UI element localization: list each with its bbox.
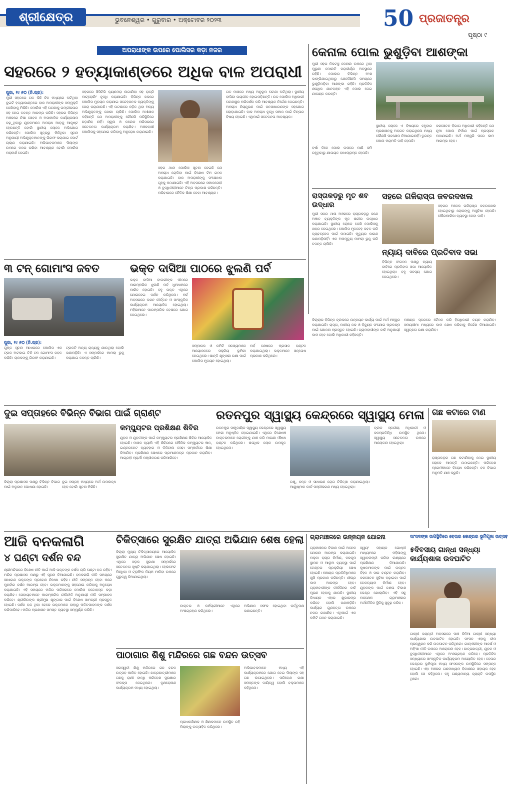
lead-body-col-4: ଗତ ମାସରେ ମଧ୍ୟ ଅନୁରୂପ ଘଟଣା ଘଟିଥିଲା। ସ୍ଥାନୀୟ ବାସିନ୍ଦା ଭୟଭୀତ ହୋଇପଡ଼ିଛନ୍ତି। ଉଚ୍ଚ ପୋଲିସ ଅଧିକାରୀ ଘଟଣାସ୍ଥଳ ପରିଦର୍ଶନ କରି ଆବଶ୍ୟକ ନିର୍ଦ୍ଦେଶ ଦେଇଛନ୍ତି। ଅପରାଧ ନିୟନ୍ତ୍ରଣ ପାଇଁ ଜନସାଧାରଣଙ୍କ ସହଯୋଗ ଲୋଡ଼ାଯାଇଛି। ବାଳ ଅପରାଧ ବୃଦ୍ଧି ସମାଜ ପାଇଁ ଚିନ୍ତାର ବିଷୟ ହୋଇଛି। ଏଥିପାଇଁ ସଚେତନତା ଆବଶ୍ୟକ।: [226, 90, 304, 119]
cattle-seizure-photo: [4, 278, 124, 336]
gandhi-body: ଗାନ୍ଧୀ ଜୟନ୍ତୀ ଅବସରରେ ପାଞ୍ଚ ଦିନିଆ ଗାନ୍ଧୀ ସନ୍ଧ୍ୟା କାର୍ଯ୍ୟଶାଳା ଉଦଘାଟିତ ହୋଇଛି। ସାଂସଦ ଏହାକୁ ଦୀପ ପ୍ରଜ୍ୱଳନ କରି ଉଦଘାଟନ କରିଥିଲେ। ଗାନ୍ଧୀଜୀଙ୍କ ଆଦର୍ଶ ଓ ଅହିଂସା ନୀତି ଉପରେ ଆଲୋଚନା ହେବ। ଛାତ୍ରଛାତ୍ରୀ, ଯୁବକ ଓ ବୁଦ୍ଧିଜୀବୀମାନେ ଏଥିରେ ଅଂଶଗ୍ରହଣ କରିବେ। ପ୍ରତିଦିନ ସନ୍ଧ୍ୟାରେ ସାଂସ୍କୃତିକ କାର୍ଯ୍ୟକ୍ରମ ଆୟୋଜିତ ହେବ। ବେତାର କେନ୍ଦ୍ରର ଭୂମିପୂଜା ମଧ୍ୟ ସାଂସଦଙ୍କ ଉପସ୍ଥିତିରେ ସମ୍ପନ୍ନ ହୋଇଛି। ଏହା ଅଞ୍ଚଳର ଗଣମାଧ୍ୟମ ବିକାଶରେ ସହାୟକ ହେବ ବୋଲି ସେ କହିଥିଲେ। ବହୁ ଗଣ୍ୟମାନ୍ୟ ବ୍ୟକ୍ତି ଉପସ୍ଥିତ ଥିଲେ।: [410, 632, 496, 681]
bhakta-body-col-2: ସମ୍ପାଦକ ଓ କମିଟି ସଦସ୍ୟମାନେ ଆୟୋଜନରେ ସକ୍ରିୟ ଭୂମିକା ନେଇଥିଲେ। ଶାନ୍ତି ଶୃଙ୍ଖଳା ରକ୍ଷା ପାଇଁ ପୋଲିସ ମୁତୟନ ହୋଇଥିଲା।: [192, 344, 246, 363]
road-headline: ରାସ୍ତାକଡ଼ରୁ ମୃତ ଶବ ଉଦ୍ଧାର: [312, 192, 369, 209]
village-headline: ଗ୍ରାମାଞ୍ଚଳରେ ଉନ୍ନୟନ ଯୋଜନା: [310, 534, 386, 541]
village-body-col-2: ପଞ୍ଚାୟତ ସ୍ତରରେ ବୈଠକ କରି ହିତାଧିକାରୀ ଚୟନ କରାଯିବ। ସମୟସୀମା ମଧ୍ୟରେ କାମ ଶେଷ କରିବାକୁ ନିର୍ଦ୍ଦେଶ ଦିଆଯାଇଛି। ସ୍ୱଚ୍ଛତା ରକ୍ଷା କରାଯିବ।: [404, 318, 496, 332]
canal-bridge-photo: [376, 62, 494, 120]
page-number: ପୃଷ୍ଠା ୯: [468, 32, 488, 39]
tuesday-body-col-1: ଜିଲ୍ଲା ପ୍ରଶାସନ ପକ୍ଷରୁ ବିଭିନ୍ନ ବିଭାଗ ପାଇଁ ଅନୁଦାନ ଘୋଷଣା ହୋଇଛି।: [4, 480, 60, 489]
lane-photo: [382, 204, 434, 244]
school-body-col-2: ପ୍ରଧାନଶିକ୍ଷକ ଓ ଶିକ୍ଷକମାନେ ଉପସ୍ଥିତ ରହି ପିଲାଙ୍କୁ ଉତ୍ସାହିତ କରିଥିଲେ।: [180, 720, 240, 729]
section-title: ଶ୍ରୀକ୍ଷେତ୍ର: [6, 8, 86, 26]
masthead: [0, 0, 500, 39]
cattle-body-col-1: ଗୁପ୍ତ ସୂଚନା ଆଧାରରେ ପୋଲିସ ଏକ ଟ୍ରକ ଅଟକାଇ ତିନି ଟନ ଗୋମାଂସ ଜବତ କରିଛି। ଚାଳକଙ୍କୁ ଗିରଫ କରାଯାଇଛି।: [4, 346, 62, 360]
canal-body-col-3: ଜଳସେଚନ ବିଭାଗ ଅଧିକାରୀ କହିଛନ୍ତି ଯେ ନୂଆ ପୋଲ ନିର୍ମାଣ ପାଇଁ ପ୍ରସ୍ତାବ ପଠାଯାଇଛି। ଅର୍ଥ ମଞ୍ଜୁରି ପରେ କାମ ଆରମ୍ଭ ହେବ।: [436, 124, 494, 143]
lead-body-col-2: ସହରରେ ସିସିଟିଭି କ୍ୟାମେରା ଲଗାଯିବା ସହ ରାତ୍ରି ପାଟ୍ରୋଲିଂ ବୃଦ୍ଧି କରାଯାଇଛି। ବିଭିନ୍ନ ଛକରେ ପୋଲିସ ମୁତୟନ କରାଯାଇ ସନ୍ଦେହଜନକ ବ୍ୟକ୍ତିଙ୍କୁ ଜେରା କରାଯାଉଛି। ଏହି ଘଟଣାରେ ଜଡ଼ିତ ଥିବା ଅନ୍ୟ ଅଭିଯୁକ୍ତଙ୍କୁ ଖୋଜା ଚାଲିଛି। ପୋଲିସ ଅଧୀକ୍ଷକ କହିଛନ୍ତି ଯେ ଅପରାଧୀଙ୍କୁ କୌଣସି ପରିସ୍ଥିତିରେ ଛଡ଼ାଯିବ ନାହିଁ। ସ୍କୁଲ ଓ କଲେଜ ପରିସରରେ ସଚେତନତା କାର୍ଯ୍ୟକ୍ରମ କରାଯିବ। ଅଞ୍ଚଳବାସୀ ପୋଲିସକୁ ସହଯୋଗ କରିବାକୁ ଅନୁରୋଧ କରାଯାଇଛି।: [82, 90, 154, 134]
health-camp-photo: [290, 426, 370, 476]
lead-byline: ପୁରୀ, ୧୯।୧୦ (ନି.ପ୍ର):: [6, 90, 44, 95]
date-line: ଭୁବନେଶ୍ୱର • ଗୁରୁବାର • ଅକ୍ଟୋବର ୨୦୨୩: [115, 17, 222, 24]
jhulan-festival-photo: [192, 278, 304, 340]
protest-photo: [436, 260, 496, 314]
hospital-body-col-1: ଜିଲ୍ଲା ମୁଖ୍ୟ ଚିକିତ୍ସାଳୟରେ ଆୟୋଜିତ ସୁରକ୍ଷିତ ଯାତ୍ରା ଅଭିଯାନ ଶେଷ ହୋଇଛି। ଏଥିରେ ସଡ଼କ ସୁରକ୍ଷା ସମ୍ପର୍କରେ ସଚେତନତା ସୃଷ୍ଟି କରାଯାଇଥିଲା। ହେଲମେଟ ପିନ୍ଧିବା ଓ ଟ୍ରାଫିକ ନିୟମ ମାନିବା ଉପରେ ଗୁରୁତ୍ୱ ଦିଆଯାଇଥିଲା।: [116, 550, 176, 579]
today-body: ଶ୍ରୀମନ୍ଦିରରେ ବିଶେଷ ନୀତି ପାଇଁ ଆଜି ଭକ୍ତଙ୍କ ଦର୍ଶନ ଚାରି ଘଣ୍ଟା ବନ୍ଦ ରହିବ। ମନ୍ଦିର ପ୍ରଶାସନ ପକ୍ଷରୁ ଏହି ସୂଚନା ଦିଆଯାଇଛି। ବନକଳାଗି ନୀତି ସମୟରେ ସାଧାରଣ ଭକ୍ତଙ୍କ ପ୍ରବେଶ ନିଷେଧ ରହିବ। ନୀତି ସମ୍ପନ୍ନ ହେବା ପରେ ପୁନର୍ବାର ଦର୍ଶନ ଆରମ୍ଭ ହେବ। ଭକ୍ତମାନଙ୍କୁ ସହଯୋଗ କରିବାକୁ ଅନୁରୋଧ କରାଯାଇଛି। ଏହି ସମୟରେ ମନ୍ଦିର ପରିସରରେ ପୋଲିସ ବନ୍ଦୋବସ୍ତ କଡ଼ା କରାଯିବ। ସେବାୟତମାନେ ପାରମ୍ପରିକ ରୀତିନୀତି ଅନୁଯାୟୀ ନୀତି ସମ୍ପାଦନ କରିବେ। ଶ୍ରୀଜିଉଙ୍କ ଶ୍ରୀମୁଖ ଶୃଙ୍ଗାର ପାଇଁ ବିଶେଷ ସାମଗ୍ରୀ ପ୍ରସ୍ତୁତ ହୋଇଛି। ଦର୍ଶନ ବନ୍ଦ ଥିବା ବେଳେ ଭକ୍ତମାନେ ବାହାରୁ ପତିତପାବନଙ୍କ ଦର୍ଶନ କରିପାରିବେ। ମନ୍ଦିର ପ୍ରଶାସନ ସମସ୍ତ ବ୍ୟବସ୍ଥା ସମ୍ପୂର୍ଣ୍ଣ କରିଛି।: [4, 568, 112, 612]
cattle-byline: ପୁରୀ, ୧୯।୧୦ (ନି.ପ୍ର):: [4, 340, 42, 345]
cattle-headline: ୩ ଟନ୍ ଗୋମାଂସ ଜବତ: [4, 262, 100, 275]
health-headline: ରତନପୁର ସ୍ୱାସ୍ଥ୍ୟ କେନ୍ଦ୍ରରେ ସ୍ୱାସ୍ଥ୍ୟ ମେଳା: [216, 408, 425, 422]
village-bottom-col-1: ଗ୍ରାମାଞ୍ଚଳର ବିକାଶ ପାଇଁ ଅନେକ ଯୋଜନା ଆରମ୍ଭ କରାଯାଇଛି। ପକ୍କା ରାସ୍ତା ନିର୍ମାଣ, ନଳକୂପ ସ୍ଥାପନ ଓ ଆଲୁଅ ବ୍ୟବସ୍ଥା ପାଇଁ ଟେଣ୍ଡର ପ୍ରକ୍ରିୟା ଶେଷ ହୋଇଛି। ପଞ୍ଚାୟତ ପ୍ରତିନିଧିମାନେ ଖୁସି ପ୍ରକାଶ କରିଛନ୍ତି। ଶୀଘ୍ର କାମ ଆରମ୍ଭ ହେବ। ଗ୍ରାମବାସୀଙ୍କ ଦୀର୍ଘଦିନର ଦାବି ପୂରଣ ହେବାକୁ ଯାଉଛି। ସ୍ଥାନୀୟ ବିଧାୟକ ଏହାର ଶୁଭାରମ୍ଭ କରିବେ ବୋଲି ଜଣାପଡ଼ିଛି। କାର୍ଯ୍ୟର ଗୁଣବତ୍ତା ଉପରେ ନଜର ରଖାଯିବ। ଏଥିପାଇଁ ଏକ କମିଟି ଗଠନ କରାଯାଇଛି।: [310, 546, 356, 620]
hospital-body-col-2: ଡାକ୍ତର ଓ କର୍ମଚାରୀମାନେ ଏଥିରେ ଅଂଶଗ୍ରହଣ କରିଥିଲେ।: [180, 604, 240, 613]
road-body: ପୁରୀ ସଦର ଥାନା ଅଞ୍ଚଳରେ ରାସ୍ତାକଡ଼ରୁ ଜଣେ ଅଜ୍ଞାତ ବ୍ୟକ୍ତିଙ୍କ ମୃତ ଶରୀର ଉଦ୍ଧାର କରାଯାଇଛି। ସ୍ଥାନୀୟ ଲୋକେ ଦେଖି ପୋଲିସକୁ ଖବର ଦେଇଥିଲେ। ପୋଲିସ ମୃତଦେହ ଜବତ କରି ବ୍ୟବଚ୍ଛେଦ ପାଇଁ ପଠାଇଛି। ମୃତ୍ୟୁର କାରଣ ଜଣାପଡ଼ିନାହିଁ। ଏକ ଅପମୃତ୍ୟୁ ମାମଲା ରୁଜୁ କରି ତଦନ୍ତ ଚାଲିଛି।: [312, 212, 378, 246]
canal-body-col-4: ବର୍ଷା ଦିନେ ପୋଲ ଉପରେ ପାଣି ଜମି ରହୁଥିବାରୁ ଯାତାୟତ ବାଧାପ୍ରାପ୍ତ ହେଉଛି।: [312, 146, 372, 155]
today-headline: ଆଜି ବନକଳାଗି: [4, 534, 85, 550]
logo-anniversary-number: 50: [383, 6, 414, 32]
logo-name: ପ୍ରଜାତନ୍ତ୍ର: [419, 12, 470, 25]
lane-headline: ସହରେ ଗଳିରାସ୍ତା ଜବରଦଖଲ: [382, 192, 473, 201]
village-bottom-col-2: ସ୍ୱୟଂ ସହାୟକ ଗୋଷ୍ଠୀ ମାଧ୍ୟମରେ ମହିଳାଙ୍କୁ ସ୍ୱାବଲମ୍ବୀ କରିବା ଲକ୍ଷ୍ୟରେ ପ୍ରଶିକ୍ଷଣ ଦିଆଯାଉଛି। କୃଷକମାନଙ୍କ ପାଇଁ ଉନ୍ନତ ବିହନ ଓ ସାର ବଣ୍ଟନ କରାଯିବ। ଜଳସେଚନ ସୁବିଧା ବଢ଼ାଇବା ପାଇଁ ଚେକଡ୍ୟାମ ନିର୍ମାଣ ହେବ। ଯୁବକଙ୍କ ପାଇଁ ଦକ୍ଷତା ବିକାଶ କେନ୍ଦ୍ର ଖୋଲାଯିବ। ଏହି ସବୁ ପଦକ୍ଷେପ ଗ୍ରାମାଞ୍ଚଳର ଅର୍ଥନୈତିକ ସ୍ଥିତିକୁ ସୁଦୃଢ଼ କରିବ।: [360, 546, 406, 605]
workshop-inauguration-photo: [410, 568, 496, 628]
gandhi-kicker: ସାଂସଦଙ୍କ ଉପସ୍ଥିତିରେ ବେତାର କେନ୍ଦ୍ରର ଭୂମିପୂଜା ଉତ୍ସବ: [410, 535, 508, 540]
canal-body-col-2: ସ୍ଥାନୀୟ ଲୋକେ ଏ ବିଷୟରେ ବହୁବାର ପ୍ରଶାସନକୁ ଅବଗତ କରାଇଥିଲେ ମଧ୍ୟ କୌଣସି ପଦକ୍ଷେପ ନିଆଯାଇନାହିଁ। ତୁରନ୍ତ ପୋଲ ମରାମତି ଦାବି ହେଉଛି।: [376, 124, 432, 143]
fire-body: ରାସ୍ତାକଡ଼ର ଗଛ କଟାଯିବାକୁ ନେଇ ସ୍ଥାନୀୟ ଲୋକେ ଆପତ୍ତି ଉଠାଇଛନ୍ତି। ପରିବେଶ ପ୍ରେମୀମାନେ ବିରୋଧ କରିଛନ୍ତି। ବନ ବିଭାଗ ଅନୁମତି ଯାଞ୍ଚ କରୁଛି।: [432, 456, 496, 475]
health-body-col-3: ବ୍ଲକ ସ୍ତରୀୟ ଅଧିକାରୀ ଓ ଜନପ୍ରତିନିଧି ଉପସ୍ଥିତ ଥିଲେ। ସ୍ୱାସ୍ଥ୍ୟ ସଚେତନତା ଉପରେ ଆଲୋଚନା ହୋଇଥିଲା।: [374, 426, 426, 445]
school-headline: ପାଠାଗାର ଶିଶୁ ମନ୍ଦିରରେ ଗଛ ବନ୍ଦନ ଉତ୍ସବ: [116, 651, 268, 661]
lead-body-col-3: ସହର ଥାନା ପୋଲିସ ସୂଚନା ଦେଇଛି ଯେ ଅପରାଧ ରୋକିବା ପାଇଁ ବିଶେଷ ଟିମ ଗଠନ କରାଯାଇଛି। ବାଳ ଅପରାଧୀଙ୍କୁ ସଂଶୋଧନ ଗୃହକୁ ପଠାଯାଇଛି। ଏହି ଅବସରରେ ସମାଜସେବୀ ଓ ବୁଦ୍ଧିଜୀବୀମାନେ ଚିନ୍ତା ପ୍ରକାଶ କରିଛନ୍ତି। ପରିବାରରେ ନୈତିକ ଶିକ୍ଷା ଦେବା ଆବଶ୍ୟକ।: [158, 166, 222, 195]
lead-body-col-1: ପୁରୀ ସହରରେ ଗତ କିଛି ଦିନ ମଧ୍ୟରେ ଘଟିଥିବା ଦୁଇଟି ହତ୍ୟାକାଣ୍ଡରେ ବାଳ ଅପରାଧୀଙ୍କ ସମ୍ପୃକ୍ତି ଦେଖିବାକୁ ମିଳିଛି। ପୋଲିସ ଏହି ଘଟଣାକୁ ଗମ୍ଭୀରତାର ସହ ନେଇ ତଦନ୍ତ ଆରମ୍ଭ କରିଛି। ସହରର ବିଭିନ୍ନ ଅଞ୍ଚଳରେ ନିଶା ସେବନ ଓ ଅସାମାଜିକ କାର୍ଯ୍ୟକଳାପ ବଢ଼ୁଥିବାରୁ ଯୁବକମାନେ ଅପରାଧ ଆଡ଼କୁ ଆକୃଷ୍ଟ ହେଉଛନ୍ତି ବୋଲି ସ୍ଥାନୀୟ ଲୋକେ ଅଭିଯୋଗ କରିଛନ୍ତି। ପୋଲିସ ସୂତ୍ରରୁ ମିଳିଥିବା ସୂଚନା ଅନୁଯାୟୀ ଅଭିଯୁକ୍ତମାନଙ୍କୁ ଗିରଫ କରାଯାଇ କୋର୍ଟ ଚାଲାଣ କରାଯାଇଛି। ଅଭିଭାବକମାନେ ପିଲାଙ୍କ ଉପରେ ନଜର ରଖିବା ଆବଶ୍ୟକ ବୋଲି ପୋଲିସ ପରାମର୍ଶ ଦେଇଛି।: [6, 96, 79, 155]
fire-headline: ଗଛ କଟାରେ ଟାଣ: [432, 408, 486, 417]
tuesday-headline: ଦୁଇ ସପ୍ତାହରେ ବିଭିନ୍ନ ବିଭାଗ ପାଇଁ ଗ୍ରାଣ୍ଟ: [4, 409, 161, 419]
newspaper-logo: [383, 6, 495, 34]
protest-headline: ନ୍ୟାୟ ଦାବିରେ ପ୍ରତିବାଦ ସଭା: [382, 248, 478, 257]
tree-cutting-photo: [432, 420, 496, 452]
canal-headline: କେନାଲ ପୋଲ ଭୁଶୁଡ଼ିବା ଆଶଙ୍କା: [312, 45, 468, 59]
bhakta-body-col-1: ଭକ୍ତ ଦାସିଆ ବାଉରୀଙ୍କ ପୀଠରେ ପାରମ୍ପରିକ ଝୁଲଣି ପର୍ବ ଧୁମଧାମରେ ପାଳିତ ହୋଇଛି। ବହୁ ଭକ୍ତ ଏଥିରେ ଯୋଗଦେଇ ଦର୍ଶନ କରିଥିଲେ। ପର୍ବ ଅବସରରେ ଭଜନ କୀର୍ତ୍ତନ ଓ ସାଂସ୍କୃତିକ କାର୍ଯ୍ୟକ୍ରମ ଆୟୋଜିତ ହୋଇଥିଲା। ମହିଳାମାନେ ପାରମ୍ପରିକ ବେଶରେ ଯୋଗ ଦେଇଥିଲେ।: [130, 278, 188, 317]
village-body-col-1: ଜିଲ୍ଲାର ବିଭିନ୍ନ ବ୍ଲକରେ ଉନ୍ନୟନ କାର୍ଯ୍ୟ ପାଇଁ ଅର୍ଥ ମଞ୍ଜୁର କରାଯାଇଛି। ରାସ୍ତା, ପାନୀୟ ଜଳ ଓ ବିଦ୍ୟୁତ ସଂଯୋଗ ପ୍ରକଳ୍ପ ପାଇଁ ଯୋଜନା ପ୍ରସ୍ତୁତ ହୋଇଛି। ଗ୍ରାମବାସୀଙ୍କ ଦାବି ଅନୁଯାୟୀ କାମ ହେବ ବୋଲି ଅଧିକାରୀ କହିଛନ୍ତି।: [312, 318, 400, 337]
tree-festival-photo: [180, 666, 240, 716]
grant-meeting-photo: [4, 424, 116, 476]
bhakta-headline: ଭକ୍ତ ଦାସିଆ ପାଠରେ ଝୁଲଣି ପର୍ବ: [130, 262, 271, 275]
protest-body-col-1: ବିଭିନ୍ନ ସଂଗଠନ ପକ୍ଷରୁ ନ୍ୟାୟ ଦାବିରେ ପ୍ରତିବାଦ ସଭା ଆୟୋଜିତ ହୋଇଥିଲା। ବହୁ ସଦସ୍ୟ ଯୋଗ ଦେଇଥିଲେ।: [382, 260, 432, 279]
lead-headline: ସହରରେ ୨ ହତ୍ୟାକାଣ୍ଡରେ ଅଧିକ ବାଳ ଅପରାଧୀ: [4, 62, 303, 81]
school-body-col-3: ଅଭିଭାବକମାନେ ମଧ୍ୟ ଏହି କାର୍ଯ୍ୟକ୍ରମରେ ଯୋଗ ଦେଇ ପିଲାଙ୍କ ସହ ଗଛ ଲଗାଇଥିଲେ। ପରିବେଶ ରକ୍ଷା ସମସ୍ତଙ୍କ ଦାୟିତ୍ୱ ବୋଲି ବକ୍ତାମାନେ କହିଥିଲେ।: [244, 666, 304, 690]
canal-body-col-1: ପୁରୀ ସହର ନିକଟସ୍ଥ କେନାଲ ଉପରେ ଥିବା ପୁରୁଣା ପୋଲଟି ଜରାଜୀର୍ଣ୍ଣ ଅବସ୍ଥାରେ ରହିଛି। ପୋଲର ବିଭିନ୍ନ ଅଂଶ ଭାଙ୍ଗିଯାଇଥିବାରୁ ଯେକୌଣସି ସମୟରେ ଭୁଶୁଡ଼ିପଡ଼ିବା ଆଶଙ୍କା ରହିଛି। ପ୍ରତିଦିନ ଶତାଧିକ ଯାନବାହନ ଏହି ପୋଲ ଦେଇ ଯାତାୟତ କରନ୍ତି।: [312, 62, 372, 96]
police-officer-photo: [158, 90, 222, 162]
hospital-body-col-3: ଅଭିଯାନ ସଫଳ ହୋଇଥିବା କର୍ତ୍ତୃପକ୍ଷ ଜଣାଇଛନ୍ତି।: [244, 604, 304, 613]
lane-body: ସହରର ଅନେକ ଗଳିରାସ୍ତା ଜବରଦଖଲ ହୋଇଥିବାରୁ ଲୋକଙ୍କୁ ଅସୁବିଧା ହେଉଛି। ପୌରପାଳିକା ବ୍ୟବସ୍ଥା ନେବା ଦାବି।: [438, 204, 496, 218]
today-subhead: ୪ ଘଣ୍ଟା ଦର୍ଶନ ବନ୍ଦ: [4, 553, 81, 564]
bhakta-body-col-3: ପର୍ବ ଶେଷରେ ପ୍ରସାଦ ବଣ୍ଟନ କରାଯାଇଥିଲା। ଭକ୍ତମାନେ ସନ୍ତୋଷ ପ୍ରକାଶ କରିଥିଲେ।: [250, 344, 306, 358]
lead-kicker: ଅପରାଧୀଙ୍କ ଉପରେ ପୋଲିସର କଡ଼ା ନଜର: [97, 46, 247, 55]
safe-journey-photo: [180, 550, 304, 600]
health-body-col-1: ରତନପୁର ସାମୁଦାୟିକ ସ୍ୱାସ୍ଥ୍ୟ କେନ୍ଦ୍ରରେ ସ୍ୱାସ୍ଥ୍ୟ ମେଳା ଅନୁଷ୍ଠିତ ହୋଇଯାଇଛି। ଏଥିରେ ବିଶେଷଜ୍ଞ ଡାକ୍ତରମାନେ ରୋଗୀଙ୍କୁ ଯାଞ୍ଚ କରି ମାଗଣା ଔଷଧ ବଣ୍ଟନ କରିଥିଲେ। ଶତାଧିକ ଲୋକ ଉପକୃତ ହୋଇଥିଲେ।: [216, 426, 286, 450]
computer-headline: କମ୍ପ୍ୟୁଟର ପ୍ରଶିକ୍ଷଣ ଶିବିର: [120, 424, 199, 432]
cattle-body-col-2: ଟ୍ରକଟି ଅନ୍ୟ ରାଜ୍ୟକୁ ଯାଉଥିଲା ବୋଲି ଜଣାପଡ଼ିଛି। ଏ ସମ୍ପର୍କରେ ମାମଲା ରୁଜୁ କରାଯାଇ ତଦନ୍ତ ଚାଲିଛି।: [66, 346, 124, 360]
tuesday-body-col-2: ଦୁଇ ସପ୍ତାହ ମଧ୍ୟରେ ଅର୍ଥ ଉପଲବ୍ଧ ହେବ ବୋଲି ସୂଚନା ମିଳିଛି।: [62, 480, 116, 489]
hospital-headline: ଚିକିତ୍ସାରେ ସୁରକ୍ଷିତ ଯାତ୍ରା ଅଭିଯାନ ଶେଷ ହେଲା: [116, 535, 304, 546]
computer-body: ଯୁବକ ଓ ଯୁବତୀଙ୍କ ପାଇଁ କମ୍ପ୍ୟୁଟର ପ୍ରଶିକ୍ଷଣ ଶିବିର ଆୟୋଜିତ ହୋଇଛି। ମାସକ ବ୍ୟାପି ଏହି ଶିବିରରେ ମୌଳିକ କମ୍ପ୍ୟୁଟର ଜ୍ଞାନ, ଇଣ୍ଟରନେଟ ବ୍ୟବହାର ଓ ଡିଜିଟାଲ ସେବା ସମ୍ପର୍କରେ ଶିକ୍ଷା ଦିଆଯିବ। ପ୍ରଶିକ୍ଷଣ ଶେଷରେ ପ୍ରମାଣପତ୍ର ପ୍ରଦାନ କରାଯିବ। ଆଗ୍ରହୀ ପ୍ରାର୍ଥୀ ପଞ୍ଜୀକରଣ କରିପାରିବେ।: [120, 436, 212, 460]
gandhi-headline: ୫ଦିବସୀୟ ଗାନ୍ଧୀ ସନ୍ଧ୍ୟା କାର୍ଯ୍ୟଶାଳା ଉଦଘାଟିତ: [410, 546, 481, 563]
school-body-col-1: ସରସ୍ୱତୀ ଶିଶୁ ମନ୍ଦିରରେ ଗଛ ବନ୍ଦନ ଉତ୍ସବ ପାଳିତ ହୋଇଛି। ଛାତ୍ରଛାତ୍ରୀମାନେ ଗଛକୁ ରାକ୍ଷୀ ବାନ୍ଧି ପରିବେଶ ସୁରକ୍ଷାର ସଂକଳ୍ପ ନେଇଥିଲେ। ବୃକ୍ଷରୋପଣ କାର୍ଯ୍ୟକ୍ରମ ମଧ୍ୟ ହୋଇଥିଲା।: [116, 666, 176, 690]
health-body-col-2: ଚକ୍ଷୁ, ଦନ୍ତ ଓ ସାଧାରଣ ରୋଗ ଚିକିତ୍ସା କରାଯାଇଥିଲା। ଆୟୁଷ୍ମାନ କାର୍ଡ ପଞ୍ଜୀକରଣ ମଧ୍ୟ ହୋଇଥିଲା।: [290, 480, 370, 489]
